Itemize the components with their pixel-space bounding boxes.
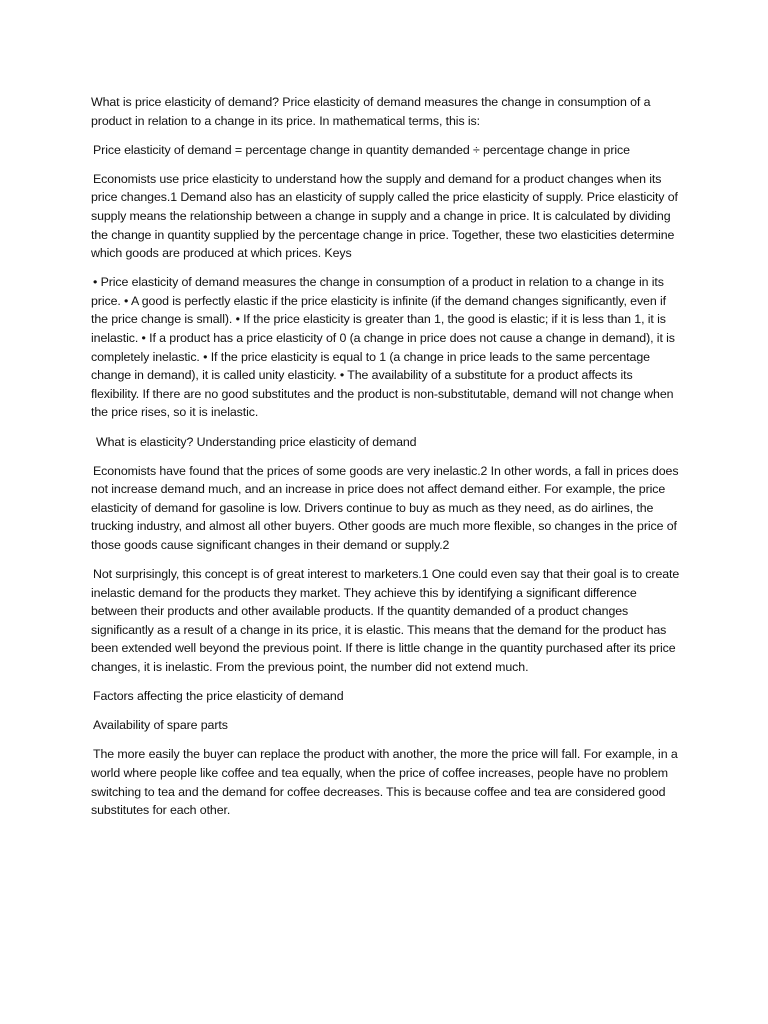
key-points-paragraph: • Price elasticity of demand measures the change in consumption of a product in relation to a change in its price. • A good is perfectly elastic if the price elasticity is infinite (if the demand changes significantly, even if the price change is small). • If the price elasticity is greater than 1, the good is elastic; if it is less than 1, it is inelastic. • If a product has a price elasticity of 0 (a change in price does not cause a change in demand), it is completely inelastic. • If the price elasticity is equal to 1 (a change in price leads to the same percentage change in demand), it is called unity elasticity. • The availability of a substitute for a product affects its flexibility. If there are no good substitutes and the product is non-substitutable, demand will not change when the price rises, so it is inelastic. xyxy=(91,275,675,420)
document-body xyxy=(91,93,681,830)
inelastic-goods-paragraph: Economists have found that the prices of some goods are very inelastic.2 In other words, a fall in prices does not increase demand much, and an increase in price does not affect demand either. For example, the price elasticity of demand for gasoline is low. Drivers continue to buy as much as they need, as do airlines, the trucking industry, and almost all other buyers. Other goods are much more flexible, so changes in the price of those goods cause significant changes in their demand or supply.2 xyxy=(91,463,679,552)
section-heading-factors: Factors affecting the price elasticity of demand xyxy=(93,689,344,704)
substitutes-paragraph: The more easily the buyer can replace the product with another, the more the price will fall. For example, in a world where people like coffee and tea equally, when the price of coffee increases, people have no problem switching to tea and the demand for coffee decreases. This is because coffee and tea are considered good substitutes for each other. xyxy=(91,747,678,818)
formula-paragraph: Price elasticity of demand = percentage change in quantity demanded ÷ percentage change in price xyxy=(93,142,630,157)
section-heading-elasticity: What is elasticity? Understanding price elasticity of demand xyxy=(96,434,417,449)
subheading-spare-parts: Availability of spare parts xyxy=(93,718,228,733)
marketers-paragraph: Not surprisingly, this concept is of great interest to marketers.1 One could even say that their goal is to create inelastic demand for the products they market. They achieve this by identifying a significant difference between their products and other available products. If the quantity demanded of a product changes significantly as a result of a change in its price, it is elastic. This means that the demand for the product has been extended well beyond the previous point. If there is little change in the quantity purchased after its price changes, it is inelastic. From the previous point, the number did not extend much. xyxy=(91,567,680,675)
intro-paragraph: What is price elasticity of demand? Price elasticity of demand measures the change in consumption of a product in relation to a change in its price. In mathematical terms, this is: xyxy=(91,95,651,128)
economists-paragraph: Economists use price elasticity to understand how the supply and demand for a product changes when its price changes.1 Demand also has an elasticity of supply called the price elasticity of supply. Price elasticity of supply means the relationship between a change in supply and a change in price. It is calculated by dividing the change in quantity supplied by the percentage change in price. Together, these two elasticities determine which goods are produced at which prices. Keys xyxy=(91,171,678,261)
